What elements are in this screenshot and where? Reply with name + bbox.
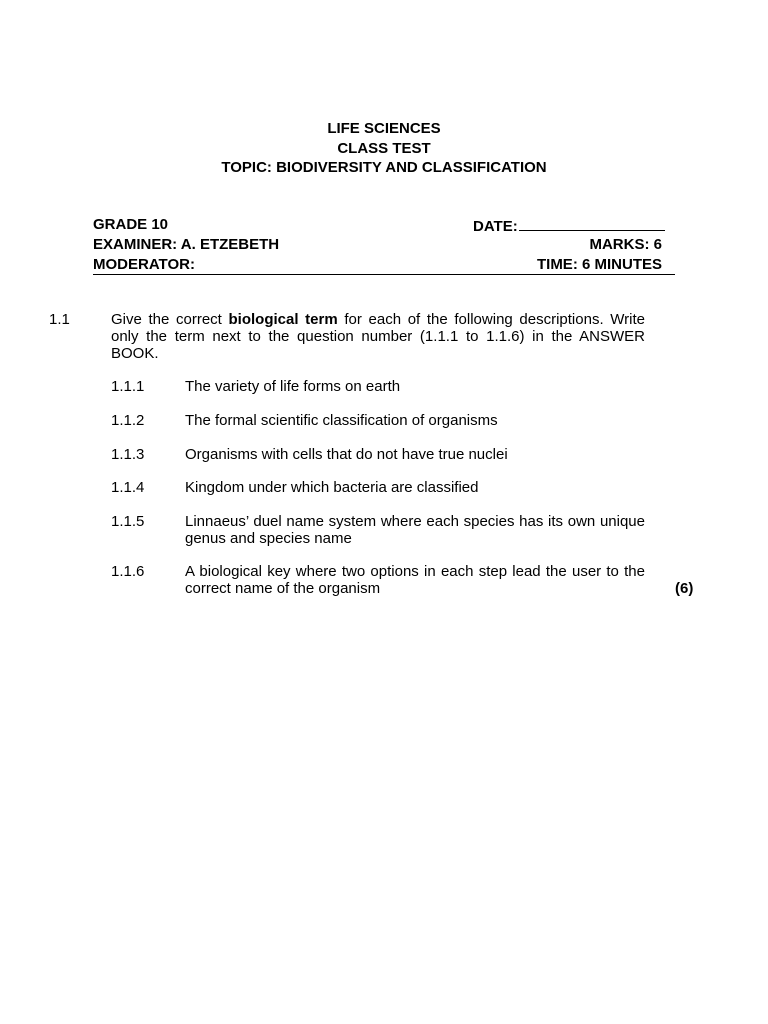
sub-question-number: 1.1.2 bbox=[111, 412, 145, 429]
title-block bbox=[0, 119, 768, 178]
instruction-text-before: Give the correct bbox=[111, 311, 229, 328]
sub-question-text: Kingdom under which bacteria are classified bbox=[185, 479, 479, 496]
instruction-bold-term: biological term bbox=[228, 311, 338, 328]
exam-header bbox=[93, 215, 675, 275]
moderator-label: MODERATOR: bbox=[93, 256, 195, 273]
sub-question-text: The formal scientific classification of organisms bbox=[185, 412, 498, 429]
sub-question-number: 1.1.4 bbox=[111, 479, 145, 496]
sub-question-number: 1.1.5 bbox=[111, 513, 145, 530]
question-number: 1.1 bbox=[49, 311, 70, 328]
examiner-label: EXAMINER: A. ETZEBETH bbox=[93, 236, 280, 253]
sub-question-number: 1.1.1 bbox=[111, 378, 145, 395]
subject-title: LIFE SCIENCES bbox=[327, 120, 441, 137]
time-label: TIME: 6 MINUTES bbox=[536, 256, 662, 273]
header-rule bbox=[93, 274, 675, 275]
topic-title: TOPIC: BIODIVERSITY AND CLASSIFICATION bbox=[221, 159, 547, 176]
sub-question-text: A biological key where two options in each step lead the user to the correct name of the organism bbox=[185, 563, 645, 597]
question-instruction bbox=[111, 311, 645, 362]
grade-label: GRADE 10 bbox=[93, 216, 169, 233]
question-marks: (6) bbox=[675, 580, 694, 597]
date-field bbox=[473, 215, 665, 237]
date-label: DATE: bbox=[473, 218, 518, 235]
marks-label: MARKS: 6 bbox=[589, 236, 662, 253]
date-blank-line bbox=[519, 215, 665, 231]
sub-question-text: The variety of life forms on earth bbox=[185, 378, 401, 395]
sub-question-number: 1.1.3 bbox=[111, 446, 145, 463]
sub-question-number: 1.1.6 bbox=[111, 563, 145, 580]
instruction-text-after: for each of the following descriptions. Write only the term next to the question number (1.1.1 to 1.1.6) in the ANSWER BOOK. bbox=[111, 311, 645, 362]
sub-question-text: Organisms with cells that do not have true nuclei bbox=[185, 446, 508, 463]
test-title: CLASS TEST bbox=[337, 139, 431, 157]
sub-question-text: Linnaeus’ duel name system where each species has its own unique genus and species name bbox=[185, 513, 645, 547]
